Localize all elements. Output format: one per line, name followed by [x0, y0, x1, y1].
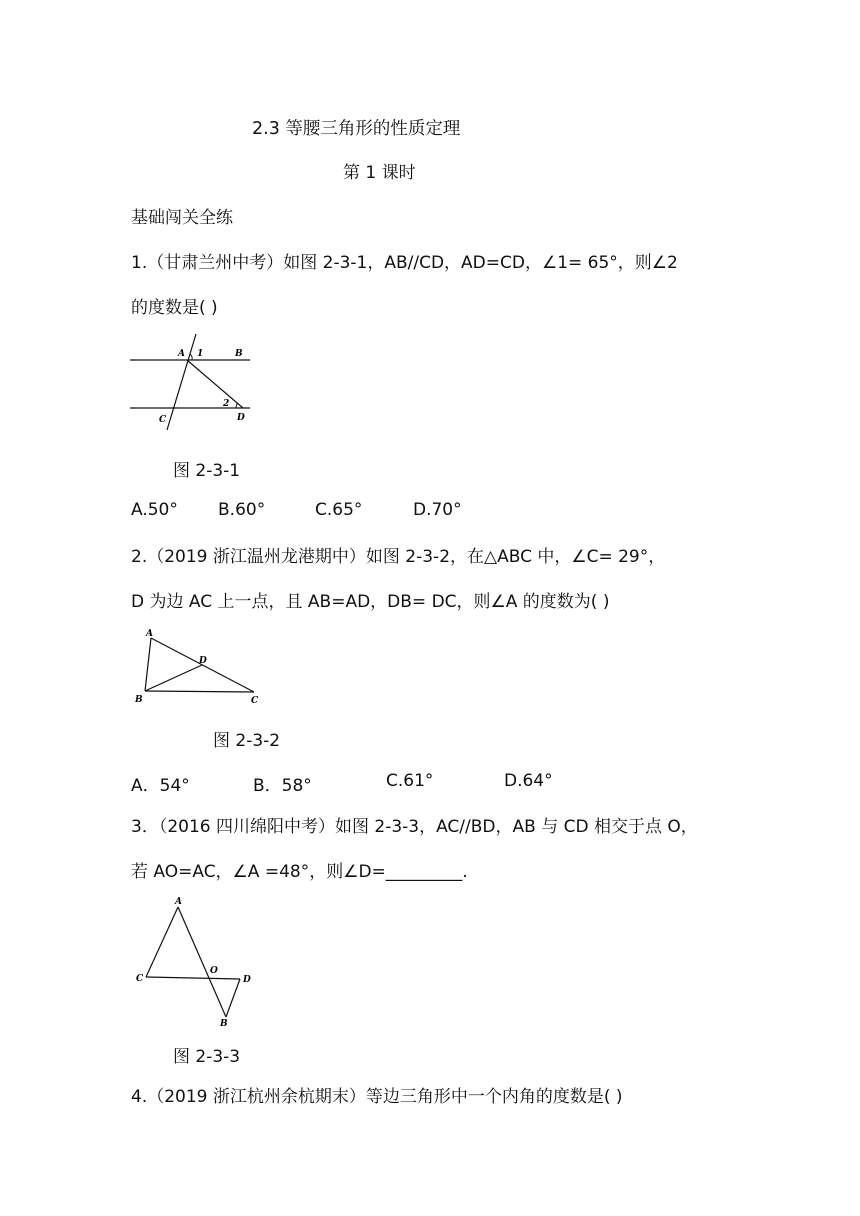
segment-cd	[146, 977, 240, 979]
figure-2-3-3	[130, 893, 260, 1028]
segment-bd	[226, 979, 240, 1017]
figure-caption-2-3-3: 图 2-3-3	[173, 1047, 241, 1067]
q1-option-c[interactable]: C.65°	[315, 500, 363, 520]
label-d: D	[237, 413, 245, 423]
figure-caption-2-3-1: 图 2-3-1	[173, 461, 241, 481]
label-a: A	[175, 897, 182, 907]
label-1: 1	[197, 349, 204, 359]
segment-ab	[178, 907, 226, 1017]
question-2-line-2: D 为边 AC 上一点，且 AB=AD，DB= DC，则∠A 的度数为( )	[131, 592, 610, 612]
figure-2-3-2	[130, 626, 270, 708]
q1-option-d[interactable]: D.70°	[413, 500, 462, 520]
side-bc	[145, 691, 254, 692]
label-b: B	[135, 695, 143, 705]
q1-option-a[interactable]: A.50°	[131, 500, 178, 520]
section-heading: 基础闯关全练	[131, 208, 233, 228]
label-d: D	[199, 656, 207, 666]
label-2: 2	[223, 399, 230, 409]
question-4-line-1: 4.（2019 浙江杭州余杭期末）等边三角形中一个内角的度数是( )	[131, 1087, 623, 1107]
q2-option-a[interactable]: A．54°	[131, 776, 190, 796]
side-ab	[145, 638, 151, 691]
label-a: A	[146, 629, 153, 639]
question-1-line-2: 的度数是( )	[131, 298, 218, 318]
label-c: C	[159, 415, 167, 425]
lesson-number: 第 1 课时	[343, 163, 416, 183]
figure-2-3-1	[126, 330, 261, 435]
label-d: D	[243, 975, 251, 985]
question-1-line-1: 1.（甘肃兰州中考）如图 2-3-1，AB//CD，AD=CD，∠1= 65°，则∠2	[131, 253, 678, 273]
q2-option-b[interactable]: B．58°	[253, 776, 312, 796]
label-a: A	[178, 349, 185, 359]
side-ac	[146, 907, 178, 977]
question-2-line-1: 2.（2019 浙江温州龙港期中）如图 2-3-2，在△ABC 中，∠C= 29°，	[131, 547, 666, 567]
question-3-line-2: 若 AO=AC，∠A =48°，则∠D=_________.	[131, 862, 468, 882]
label-o: O	[210, 966, 218, 976]
label-c: C	[136, 974, 144, 984]
q2-option-c[interactable]: C.61°	[386, 771, 434, 791]
figure-caption-2-3-2: 图 2-3-2	[213, 731, 281, 751]
q1-option-b[interactable]: B.60°	[218, 500, 266, 520]
q2-option-d[interactable]: D.64°	[504, 771, 553, 791]
question-3-line-1: 3．（2016 四川绵阳中考）如图 2-3-3，AC//BD，AB 与 CD 相交于点 O，	[131, 817, 698, 837]
segment-bd	[145, 665, 202, 691]
label-c: C	[251, 696, 259, 706]
label-b: B	[220, 1019, 228, 1028]
label-b: B	[235, 349, 243, 359]
section-title: 2.3 等腰三角形的性质定理	[252, 119, 461, 139]
segment-ad	[187, 360, 243, 408]
angle-2-arc	[236, 403, 238, 408]
angle-1-arc	[190, 354, 192, 360]
